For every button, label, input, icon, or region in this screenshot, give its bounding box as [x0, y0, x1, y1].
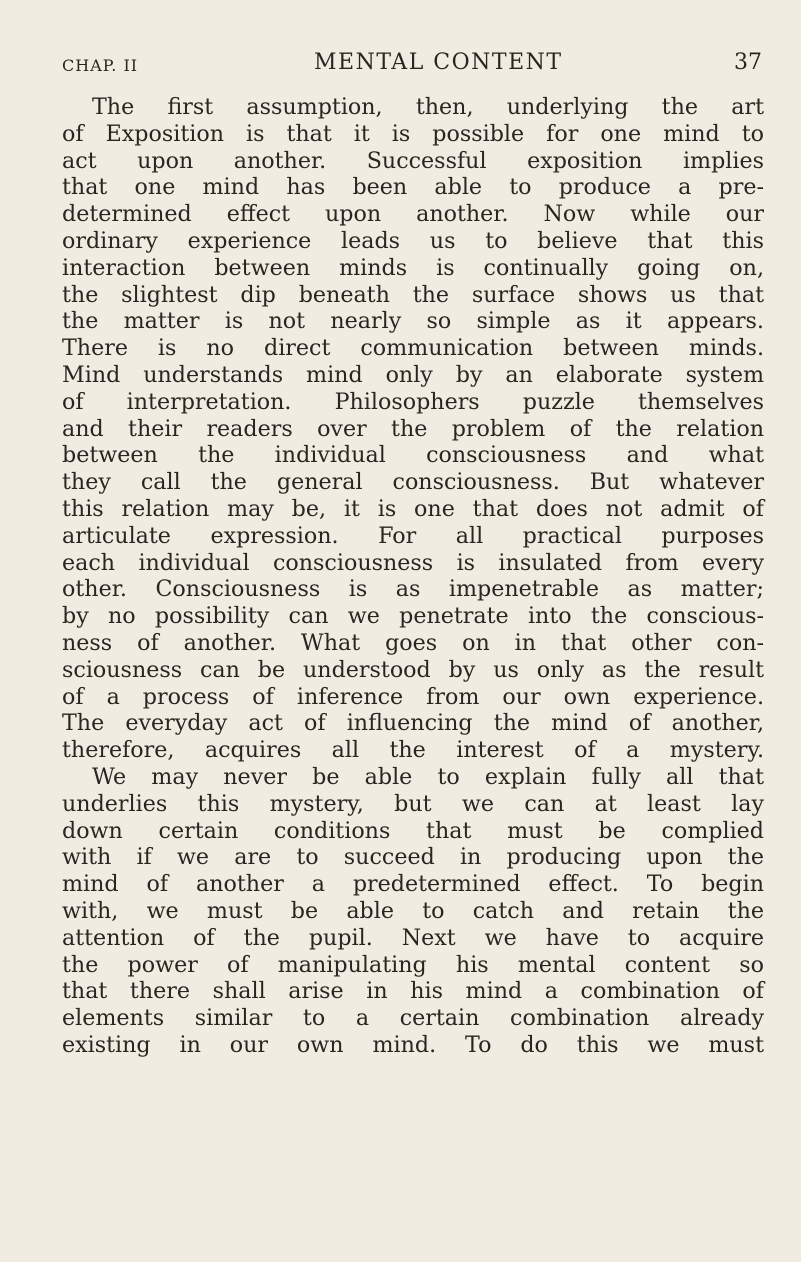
text-line: There is no direct communication between minds.: [62, 335, 764, 362]
running-head: [62, 50, 762, 80]
text-line: down certain conditions that must be complied: [62, 817, 764, 844]
chapter-label: CHAP. II: [62, 56, 139, 75]
text-line: the matter is not nearly so simple as it appears.: [62, 308, 764, 335]
text-line: Mind understands mind only by an elaborate system: [62, 361, 764, 388]
text-line: with if we are to succeed in producing upon the: [62, 844, 764, 871]
text-line: determined effect upon another. Now while our: [62, 201, 764, 228]
text-line: with, we must be able to catch and retain the: [62, 897, 764, 924]
page-number: 37: [734, 50, 762, 75]
text-line: attention of the pupil. Next we have to acquire: [62, 924, 764, 951]
text-line: of Exposition is that it is possible for one mind to: [62, 120, 764, 147]
text-line: they call the general consciousness. But whatever: [62, 469, 764, 496]
text-line: The everyday act of influencing the mind of another,: [62, 710, 764, 737]
text-line: We may never be able to explain fully all that: [92, 763, 764, 790]
text-line: by no possibility can we penetrate into the conscious-: [62, 603, 764, 630]
text-line: interaction between minds is continually going on,: [62, 254, 764, 281]
text-line: of interpretation. Philosophers puzzle themselves: [62, 388, 764, 415]
text-line: articulate expression. For all practical purposes: [62, 522, 764, 549]
text-line: ordinary experience leads us to believe that this: [62, 227, 764, 254]
text-line: the power of manipulating his mental content so: [62, 951, 764, 978]
running-title: MENTAL CONTENT: [314, 50, 563, 75]
text-line: sciousness can be understood by us only as the result: [62, 656, 764, 683]
text-line: this relation may be, it is one that does not admit of: [62, 495, 764, 522]
body-text: [62, 94, 764, 1059]
text-line: ness of another. What goes on in that other con-: [62, 629, 764, 656]
text-line: between the individual consciousness and what: [62, 442, 764, 469]
text-line: existing in our own mind. To do this we must: [62, 1031, 764, 1058]
text-line: therefore, acquires all the interest of a mystery.: [62, 737, 764, 764]
text-line: mind of another a predetermined effect. To begin: [62, 871, 764, 898]
text-line: and their readers over the problem of the relation: [62, 415, 764, 442]
text-line: elements similar to a certain combination already: [62, 1005, 764, 1032]
text-line: act upon another. Successful exposition implies: [62, 147, 764, 174]
text-line: each individual consciousness is insulated from every: [62, 549, 764, 576]
text-line: that one mind has been able to produce a pre-: [62, 174, 764, 201]
text-line: the slightest dip beneath the surface shows us that: [62, 281, 764, 308]
text-line: other. Consciousness is as impenetrable as matter;: [62, 576, 764, 603]
text-line: The first assumption, then, underlying the art: [92, 94, 764, 120]
text-line: of a process of inference from our own experience.: [62, 683, 764, 710]
text-line: that there shall arise in his mind a combination of: [62, 978, 764, 1005]
text-line: underlies this mystery, but we can at least lay: [62, 790, 764, 817]
